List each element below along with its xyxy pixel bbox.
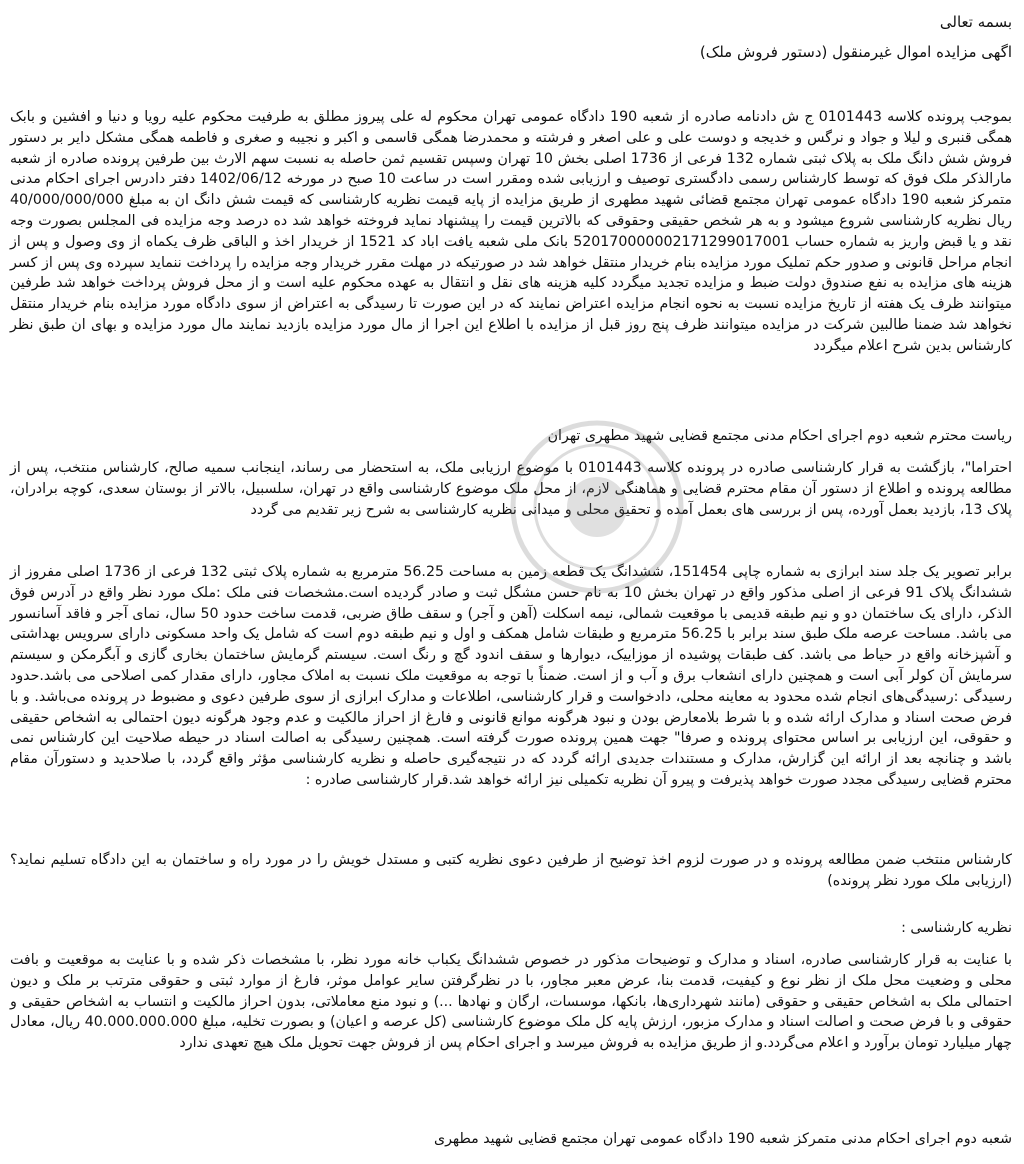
invocation-heading: بسمه تعالی <box>939 13 1012 31</box>
expert-opinion-paragraph: با عنایت به قرار کارشناسی صادره، اسناد و مدارک و توضیحات مذکور در خصوص ششدانگ یکباب خانه مورد نظر، با مشخصات ذکر شده و با عنایت به موقعیت و بافت محلی و وضعیت محل ملک از نظر نوع و کیفیت، قدمت بنا، عرض معبر مجاور، با در نظرگرفتن سایر عوامل موثر، فارغ از موارد ثبتی و حقوقی مترتب بر ملک و دیون احتمالی ملک به اشخاص حقیقی و حقوقی (مانند شهرداری‌ها، بانکها، موسسات، ارگان و نهادها ...) و نبود منع معاملاتی، بدون احراز مالکیت و انتساب به اشخاص حقیقی و حقوقی و با فرض صحت و اصالت اسناد و مدارک مزبور، ارزش پایه کل ملک موضوع کارشناسی (کل عرصه و اعیان) و بصورت تخلیه، مبلغ 40.000.000.000 ریال، معادل چهار میلیارد تومان برآورد و اعلام می‌گردد.و از طریق مزایده به فروش میرسد و اجرای احکام پس از فروش جهت تحویل ملک هیچ تعهدی ندارد <box>10 952 1012 1052</box>
expert-intro-paragraph: احتراما"، بازگشت به قرار کارشناسی صادره در پرونده کلاسه 0101443 با موضوع ارزیابی ملک، به استحضار می رساند، اینجانب سمیه صالح، کارشناس منتخب، پس از مطالعه پرونده و اطلاع از دستور آن مقام محترم قضایی و هماهنگی لازم، از محل ملک موضوع کارشناسی واقع در تهران، سلسبیل، بالاتر از بوستان سعدی، کوچه برادران، پلاک 13، بازدید بعمل آورده، پس از بررسی های بعمل آمده و تحقیق محلی و میدانی نظریه کارشناسی به شرح زیر تقدیم می گردد <box>10 460 1012 518</box>
addressee-line: ریاست محترم شعبه دوم اجرای احکام مدنی مجتمع قضایی شهید مطهری تهران <box>547 428 1012 444</box>
property-description-paragraph: برابر تصویر یک جلد سند ابرازی به شماره چاپی 151454، ششدانگ یک قطعه زمین به مساحت 56.25 مترمربع به شماره پلاک ثبتی 132 فرعی از 1736 اصلی مفروز از ششدانگ پلاک 91 فرعی از اصلی مذکور واقع در تهران بخش 10 به نام حسن مشگل ثبت و صادر گردیده است.مشخصات فنی ملک :ملک مورد نظر واقع در آدرس فوق الذکر، دارای یک ساختمان دو و نیم طبقه قدیمی با موقعیت شمالی، نیمه اسکلت (آهن و آجر) و سقف طاق ضربی، قدمت ساخت حدود 50 سال، نمای آجر و فاقد آسانسور می باشد. مساحت عرصه ملک طبق سند برابر با 56.25 مترمربع و طبقات شامل همکف و اول و نیم طبقه دوم است که شامل یک واحد مسکونی دارای سرویس بهداشتی و آشپزخانه واقع در حیاط می باشد. کف طبقات پوشیده از موزاییک، دیوارها و سقف اندود گچ و رنگ است. سیستم گرمایش ساختمان بخاری گازی و آبگرمکن و سیستم سرمایش آن کولر آبی است و همچنین دارای انشعاب برق و آب و از است. ضمناً با توجه به موقعیت ملک نسبت به املاک مجاور، دارای مقدار کمی اصلاحی می باشد.حدود رسیدگی :رسیدگی‌های انجام شده محدود به معاینه محلی، دادخواست و قرار کارشناسی، اطلاعات و مدارک ابرازی از سوی طرفین دعوی و مضبوط در پرونده می‌باشد. و با فرض صحت اسناد و مدارک ارائه شده و با شرط بلامعارض بودن و نبود هرگونه موانع قانونی و فارغ از احراز مالکیت و عدم وجود هرگونه دیون احتمالی به اشخاص حقیقی و حقوقی، این ارزیابی بر اساس محتوای پرونده و صرفا" جهت همین پرونده صورت گرفته است. همچنین رسیدگی به اصالت اسناد در حیطه صلاحیت این کارشناس نمی باشد و چنانچه بعد از ارائه این گزارش، مدارک و مستندات جدیدی ارائه گردد که در نتیجه‌گیری حاصله و نظریه کارشناسی مؤثر واقع گردد، با صلاحدید و دستورآن مقام محترم قضایی رسیدگی مجدد صورت خواهد پذیرفت و پیرو آن نظریه تکمیلی نیز ارائه خواهد شد.قرار کارشناسی صادره : <box>10 564 1013 788</box>
court-order-paragraph: کارشناس منتخب ضمن مطالعه پرونده و در صورت لزوم اخذ توضیح از طرفین دعوی نظریه کتبی و مستدل خویش را در مورد راه و ساختمان به این دادگاه تسلیم نماید؟ (ارزیابی ملک مورد نظر پرونده) <box>10 852 1012 889</box>
expert-opinion-heading: نظریه کارشناسی : <box>901 920 1012 936</box>
notice-title: اگهی مزایده اموال غیرمنقول (دستور فروش ملک) <box>699 43 1012 61</box>
issuing-office-footer: شعبه دوم اجرای احکام مدنی متمرکز شعبه 190 دادگاه عمومی تهران مجتمع قضایی شهید مطهری <box>433 1131 1012 1147</box>
auction-announcement-paragraph: بموجب پرونده کلاسه 0101443 ج ش دادنامه صادره از شعبه 190 دادگاه عمومی تهران محکوم له علی پیروز مطلق به طرفیت محکوم علیه رویا و دنیا و افشین و بابک همگی قنبری و لیلا و جواد و نرگس و خدیجه و دوست علی و علی اصغر و فرشته و محمدرضا همگی قاسمی و اکبر و نجیبه و صغری و فاطمه همگی مشکل دایر بر دستور فروش شش دانگ ملک به پلاک ثبتی شماره 132 فرعی از 1736 اصلی بخش 10 تهران وسپس تقسیم ثمن حاصله به نسبت سهم الارث بین طرفین پرونده صادره از شعبه مارالذکر ملک فوق که توسط کارشناس رسمی دادگستری توصیف و ارزیابی شده ومقرر است در ساعت 10 صبح در مورخه 1402/06/12 دفتر دادرس اجرای احکام مدنی متمرکز شعبه 190 دادگاه عمومی تهران مجتمع قضائی شهید مطهری از طریق مزایده از پایه قیمت نظریه کارشناسی که قیمت شش دانگ ان به مبلغ 40/000/000/000 ریال نظریه کارشناسی شروع میشود و به هر شخص حقیقی وحقوقی که بالاترین قیمت را پیشنهاد نماید فروخته خواهد شد ده درصد وجه مزایده فی المجلس بصورت وجه نقد و یا قبض واریز به شماره حساب 520170000002171299017001 بانک ملی شعبه یافت اباد کد 1521 از خریدار اخذ و الباقی ظرف یکماه از وی وصول و پس از انجام مراحل قانونی و صدور حکم تملیک مورد مزایده بنام خریدار منتقل خواهد شد در صورتیکه در مهلت مقرر خریدار وجه مزایده را پرداخت ننماید سپرده وی پس از کسر هزینه های مزایده به نفع صندوق دولت ضبط و مزایده تجدید میگردد کلیه هزینه های نقل و انتقال به عهده محکوم علیه است و از محل فروش پرداخت خواهد شد طرفین میتوانند ظرف یک هفته از تاریخ مزایده نسبت به نحوه انجام مزایده اعتراض نمایند که در این صورت تا رسیدگی به اعتراض از سوی دادگاه مورد مزایده بنام خریدار منتقل نخواهد شد ضمنا طالبین شرکت در مزایده میتوانند ظرف پنج روز قبل از مزایده با اطلاع این اجرا از مال مورد مزایده بازدید نمایند مال مورد مزایده و بهای ان طبق نظر کارشناس بدین شرح اعلام میگردد <box>10 109 1013 354</box>
